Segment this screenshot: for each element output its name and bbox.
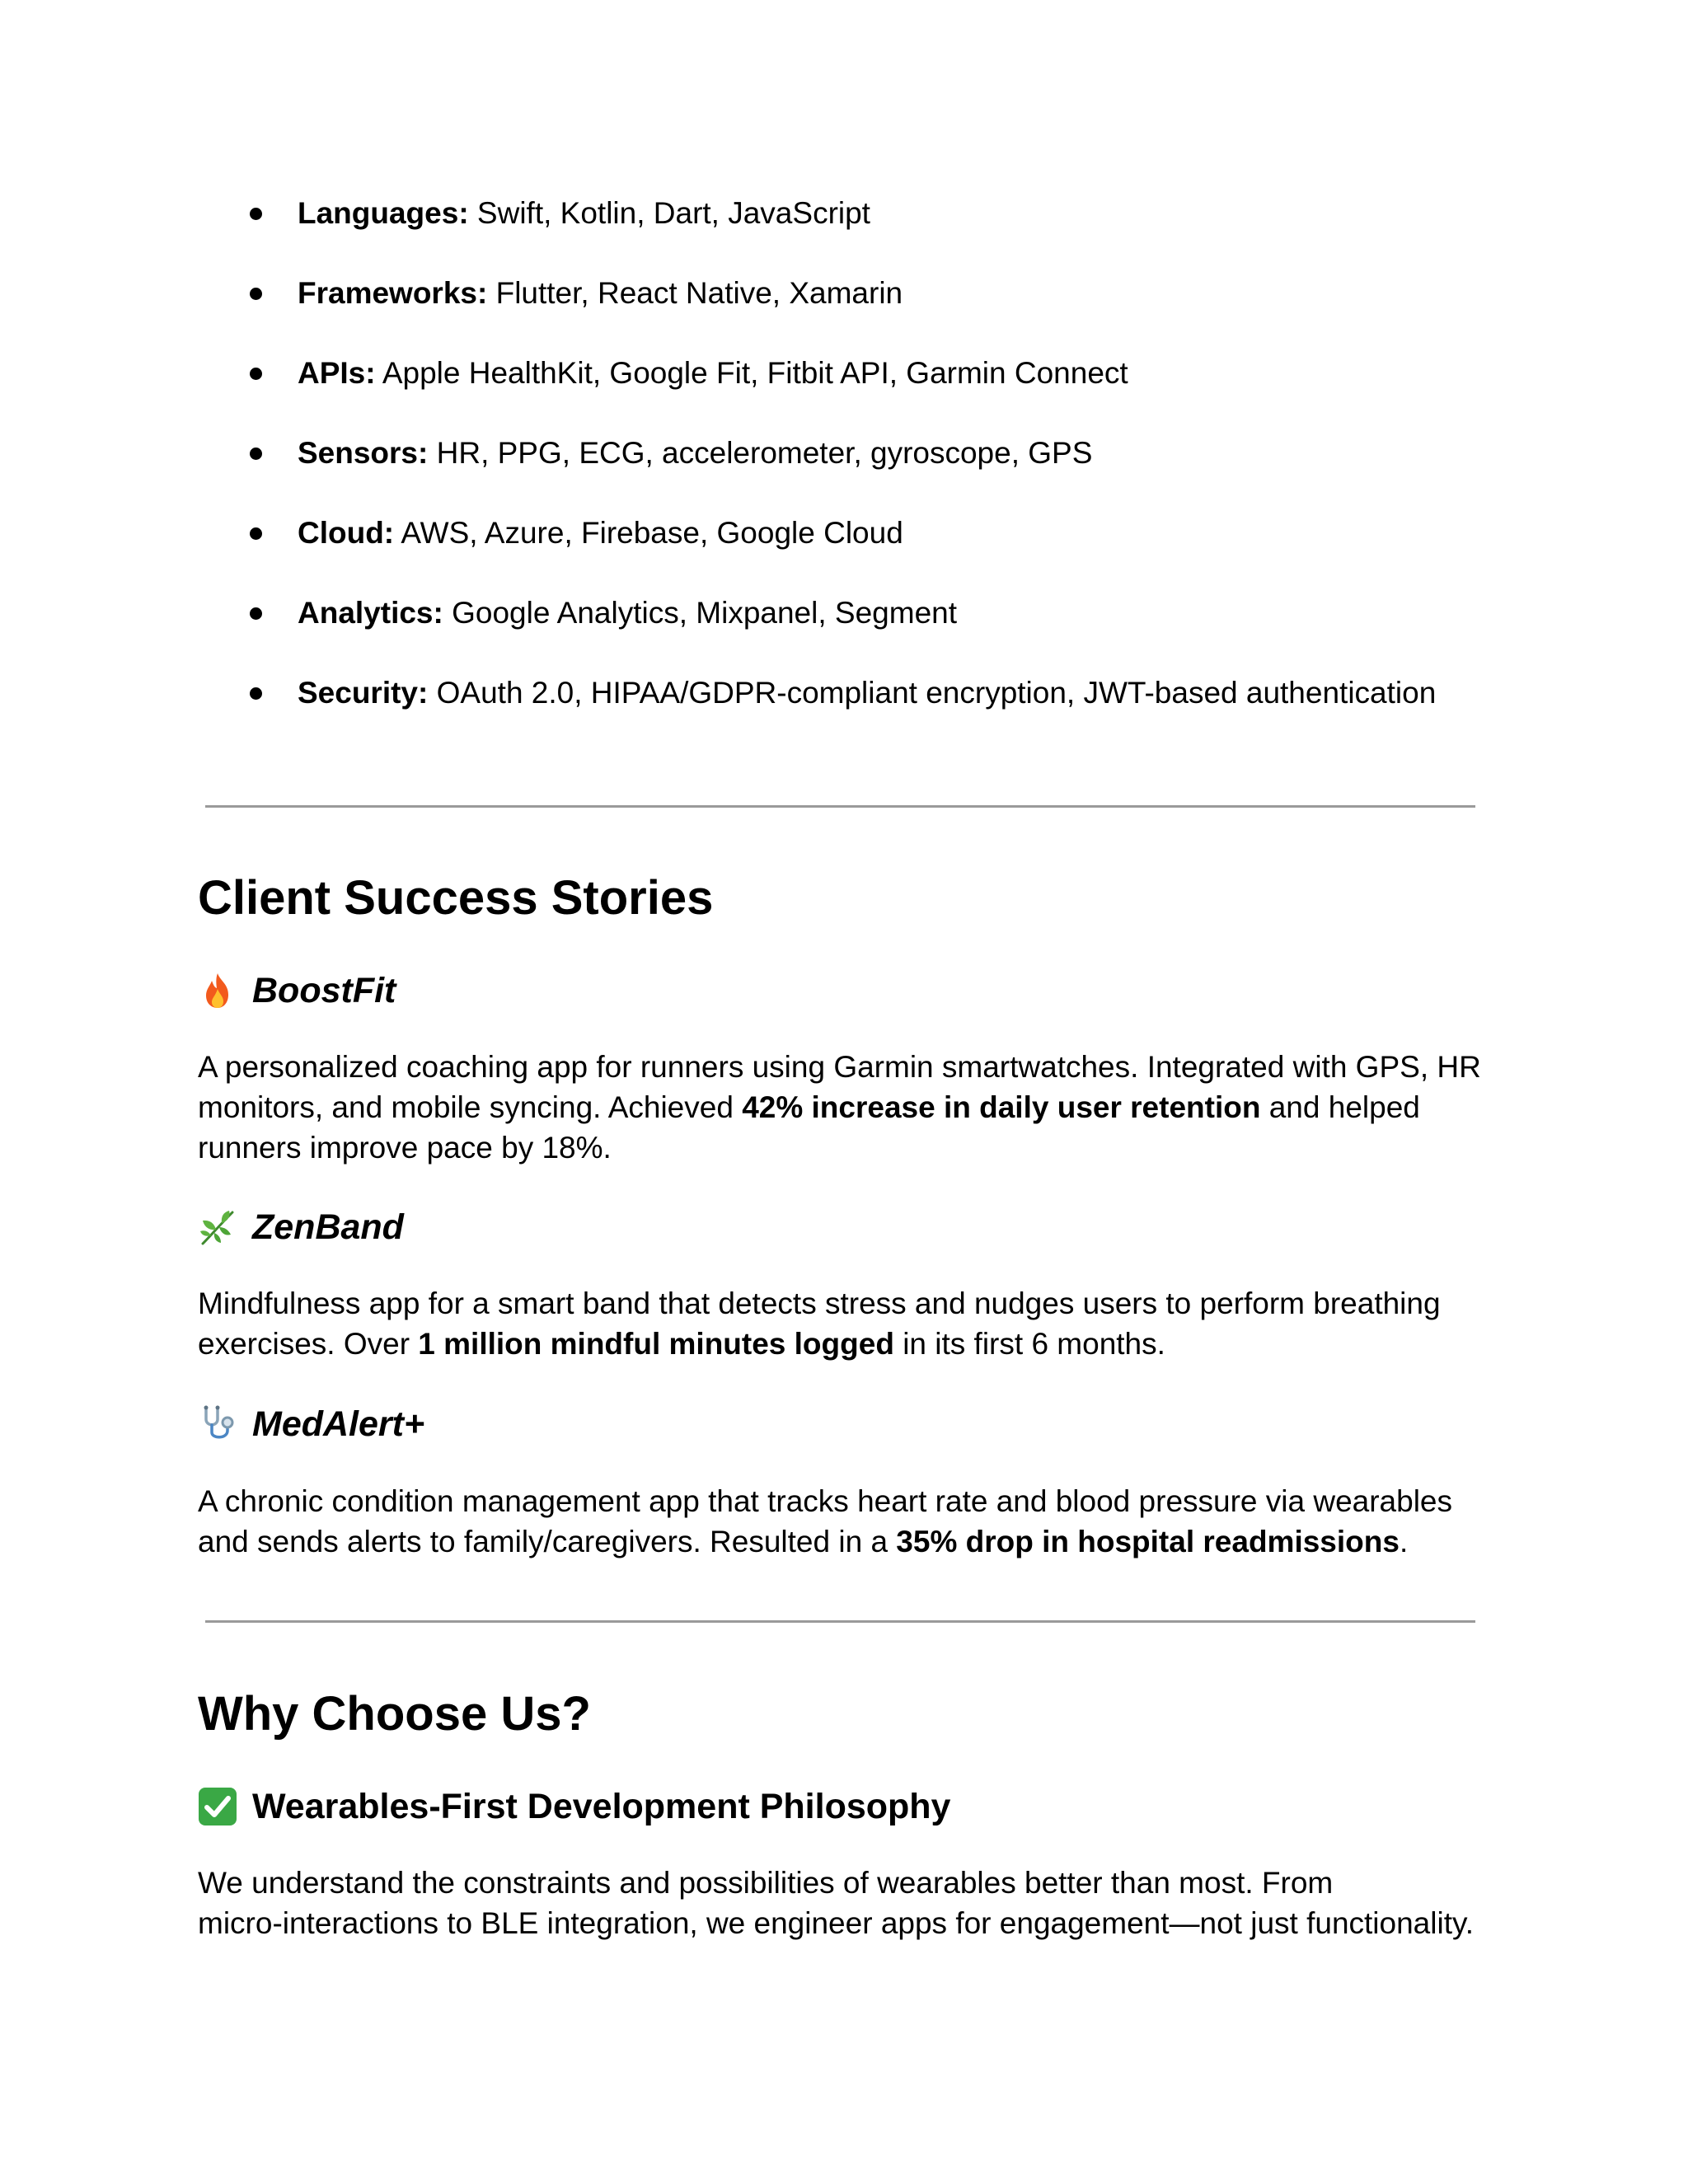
story-text: and helped runners improve pace by 18%. — [198, 1090, 1420, 1165]
story-heading-zenband — [198, 1204, 404, 1250]
story-highlight: 1 million mindful minutes logged — [418, 1327, 894, 1361]
tech-value: Google Analytics, Mixpanel, Segment — [443, 596, 958, 630]
tech-stack-item-frameworks — [198, 269, 1484, 349]
paragraph-line: We understand the constraints and possibilities of wearables better than most. From — [198, 1866, 1334, 1900]
tech-stack-item-apis — [198, 349, 1484, 429]
bullet-icon — [250, 368, 262, 380]
tech-label: Cloud: — [298, 516, 395, 550]
tech-value: Swift, Kotlin, Dart, JavaScript — [468, 196, 870, 230]
check-mark-icon — [198, 1787, 237, 1826]
story-highlight: 35% drop in hospital readmissions — [896, 1525, 1400, 1558]
paragraph-line: micro-interactions to BLE integration, we engineer apps for engagement—not just functionality. — [198, 1906, 1475, 1940]
tech-stack-list — [198, 190, 1484, 749]
story-text: A chronic condition management app that tracks heart rate and blood pressure via wearables and sends alerts to family/caregivers. Resulted in a — [198, 1484, 1453, 1558]
bullet-icon — [250, 607, 262, 620]
stethoscope-icon — [198, 1404, 237, 1444]
philosophy-title: Wearables-First Development Philosophy — [252, 1787, 951, 1826]
story-title: BoostFit — [252, 971, 396, 1010]
tech-stack-item-analytics — [198, 589, 1484, 669]
bullet-icon — [250, 687, 262, 700]
story-text: in its first 6 months. — [893, 1327, 1165, 1361]
tech-label: APIs: — [298, 356, 376, 390]
story-title: MedAlert+ — [252, 1404, 425, 1444]
philosophy-heading — [198, 1783, 950, 1830]
story-heading-medalert — [198, 1401, 424, 1447]
tech-value: Flutter, React Native, Xamarin — [487, 276, 903, 310]
bullet-icon — [250, 448, 262, 460]
tech-label: Security: — [298, 676, 429, 710]
bullet-icon — [250, 208, 262, 220]
tech-label: Frameworks: — [298, 276, 488, 310]
story-description-zenband — [198, 1283, 1484, 1364]
story-description-medalert — [198, 1481, 1484, 1562]
bullet-icon — [250, 527, 262, 540]
tech-label: Analytics: — [298, 596, 443, 630]
tech-value: AWS, Azure, Firebase, Google Cloud — [394, 516, 903, 550]
story-highlight: 42% increase in daily user retention — [742, 1090, 1261, 1124]
tech-value: Apple HealthKit, Google Fit, Fitbit API, Garmin Connect — [375, 356, 1128, 390]
why-choose-heading: Why Choose Us? — [198, 1687, 591, 1741]
philosophy-paragraph — [198, 1863, 1484, 1943]
tech-stack-item-cloud — [198, 509, 1484, 589]
fire-icon — [198, 971, 237, 1010]
section-divider — [205, 1620, 1475, 1623]
tech-value: HR, PPG, ECG, accelerometer, gyroscope, GPS — [428, 436, 1093, 470]
tech-label: Sensors: — [298, 436, 429, 470]
tech-stack-item-security — [198, 669, 1484, 749]
story-text: Mindfulness app for a smart band that detects stress and nudges users to perform breathing exercises. Over — [198, 1286, 1441, 1361]
story-description-boostfit — [198, 1047, 1484, 1168]
herb-icon — [198, 1207, 237, 1247]
story-text: A personalized coaching app for runners using Garmin smartwatches. Integrated with GPS, HR monitors, and mobile syncing. Achieved — [198, 1050, 1481, 1124]
tech-stack-item-sensors — [198, 429, 1484, 509]
section-divider — [205, 805, 1475, 808]
success-stories-heading: Client Success Stories — [198, 871, 714, 925]
tech-value: OAuth 2.0, HIPAA/GDPR-compliant encryption, JWT-based authentication — [428, 676, 1437, 710]
story-text: . — [1399, 1525, 1409, 1558]
tech-label: Languages: — [298, 196, 469, 230]
bullet-icon — [250, 288, 262, 300]
story-heading-boostfit — [198, 968, 396, 1014]
tech-stack-item-languages — [198, 190, 1484, 269]
story-title: ZenBand — [252, 1207, 404, 1247]
